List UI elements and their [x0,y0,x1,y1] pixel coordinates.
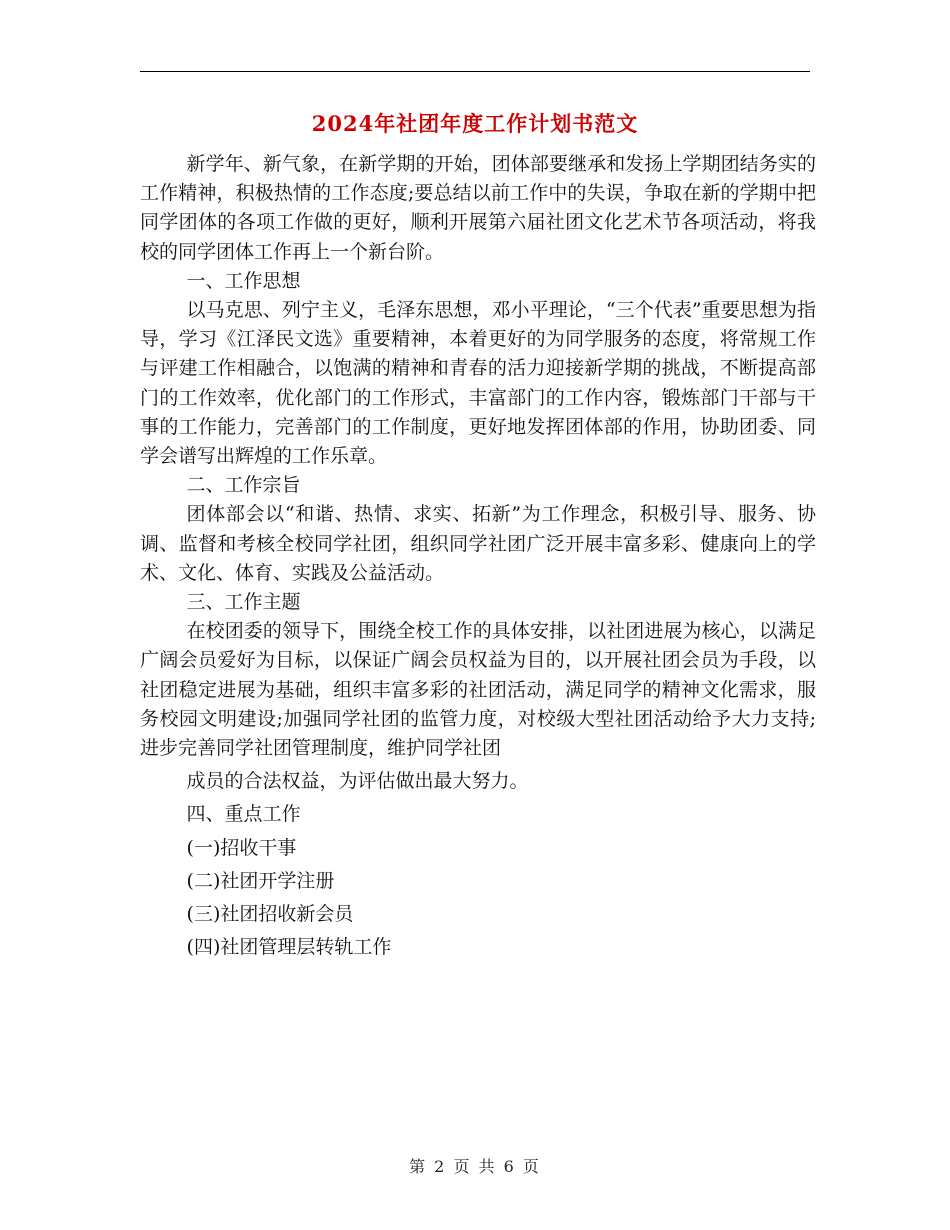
section-heading-2: 二、工作宗旨 [186,474,301,497]
header-rule [140,71,810,72]
section-heading-4: 四、重点工作 [186,803,301,826]
paragraph-work-theme: 在校团委的领导下，围绕全校工作的具体安排，以社团进展为核心，以满足广阔会员爱好为目标，以保证广阔会员权益为目的，以开展社团会员为手段，以社团稳定进展为基础，组织丰富多彩的社团活动，满足同学的精神文化需求，服务校园文明建设;加强同学社团的监管力度，对校级大型社团活动给予大力支持;进步完善同学社团管理制度，维护同学社团 [140,620,816,760]
section-heading-3: 三、工作主题 [186,591,301,614]
document-body [140,150,816,962]
page-number-footer: 第 2 页 共 6 页 [409,1157,541,1176]
list-item-1: (一)招收干事 [186,836,297,859]
paragraph-work-theme-continued: 成员的合法权益，为评估做出最大努力。 [186,770,529,793]
paragraph-work-purpose: 团体部会以“和谐、热情、求实、拓新”为工作理念，积极引导、服务、协调、监督和考核全校同学社团，组织同学社团广泛开展丰富多彩、健康向上的学术、文化、体育、实践及公益活动。 [140,503,816,584]
document-title: 2024年社团年度工作计划书范文 [311,111,639,136]
list-item-4: (四)社团管理层转轨工作 [186,936,392,959]
paragraph-intro: 新学年、新气象，在新学期的开始，团体部要继承和发扬上学期团结务实的工作精神，积极热情的工作态度;要总结以前工作中的失误，争取在新的学期中把同学团体的各项工作做的更好，顺利开展第六届社团文化艺术节各项活动，将我校的同学团体工作再上一个新台阶。 [140,153,816,263]
list-item-2: (二)社团开学注册 [186,869,335,892]
section-heading-1: 一、工作思想 [186,269,301,292]
list-item-3: (三)社团招收新会员 [186,903,354,926]
paragraph-work-thought: 以马克思、列宁主义，毛泽东思想，邓小平理论，“三个代表”重要思想为指导，学习《江泽民文选》重要精神，本着更好的为同学服务的态度，将常规工作与评建工作相融合，以饱满的精神和青春的活力迎接新学期的挑战，不断提高部门的工作效率，优化部门的工作形式，丰富部门的工作内容，锻炼部门干部与干事的工作能力，完善部门的工作制度，更好地发挥团体部的作用，协助团委、同学会谱写出辉煌的工作乐章。 [140,299,816,468]
